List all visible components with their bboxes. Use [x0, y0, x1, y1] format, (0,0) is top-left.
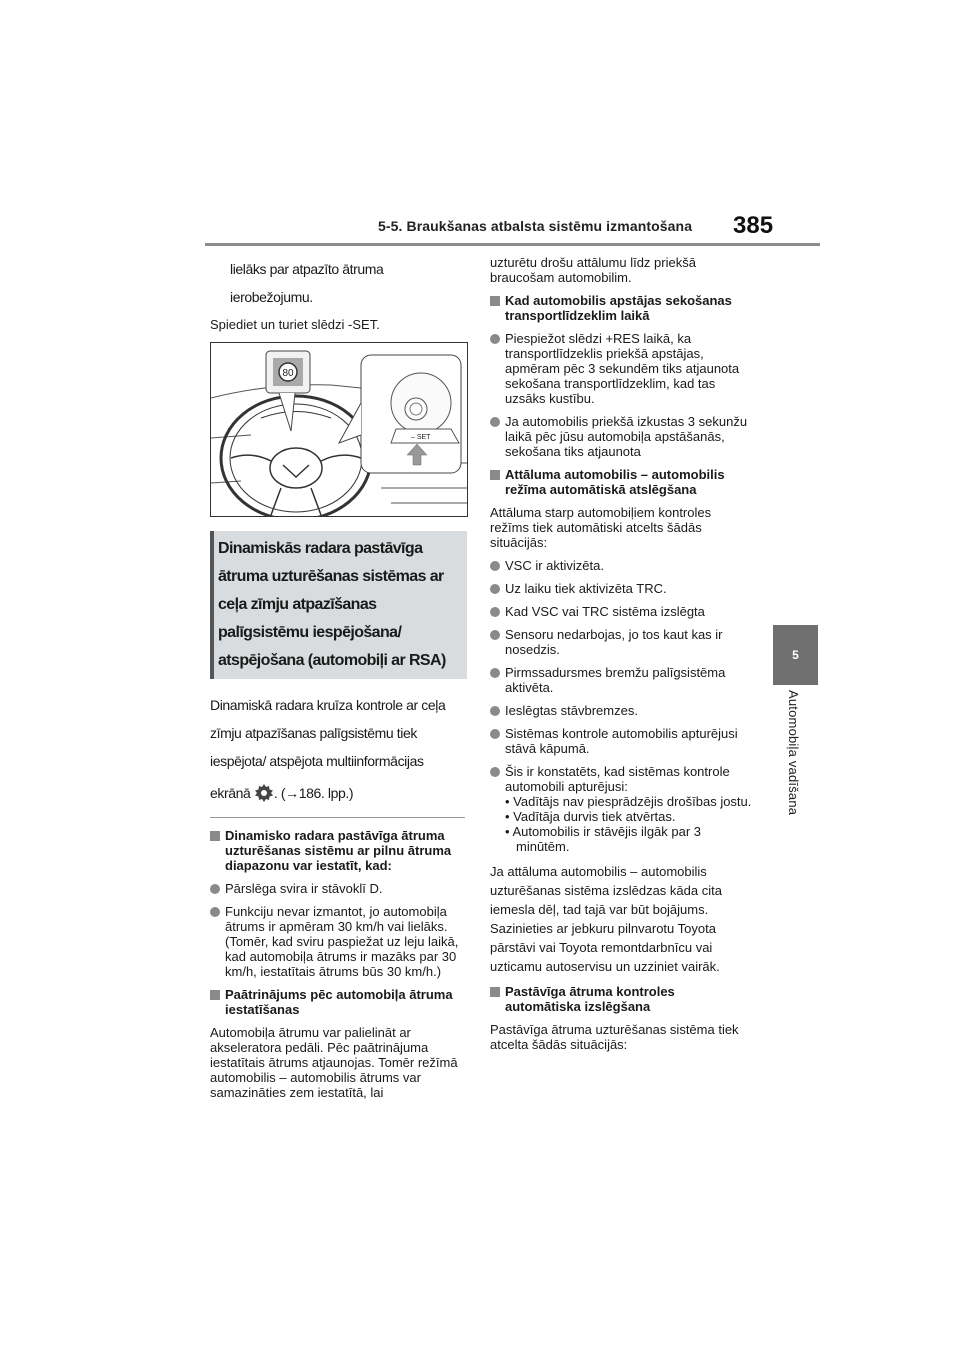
desc-line: zīmju atpazīšanas palīgsistēmu tiek [210, 725, 417, 741]
left-column [210, 255, 465, 1108]
round-bullet-icon [490, 607, 500, 617]
square-bullet-icon [490, 987, 500, 997]
round-bullet-icon [490, 668, 500, 678]
closing-line: uzticamu autoservisu un uzziniet vairāk. [490, 959, 720, 974]
sub-item: • Vadītāja durvis tiek atvērtas. [505, 809, 676, 824]
heading-line: Dinamiskās radara pastāvīga [218, 540, 423, 557]
desc-line: iespējota/ atspējota multiinformācijas [210, 753, 424, 769]
square-bullet-icon [490, 470, 500, 480]
desc-line: Dinamiskā radara kruīza kontrole ar ceļa [210, 697, 446, 713]
round-bullet-icon [490, 767, 500, 777]
body-text: uzturētu drošu attālumu līdz priekšā braucošam automobilim. [490, 255, 696, 285]
steering-wheel-illustration [211, 343, 467, 516]
section-title: Pastāvīga ātruma kontroles automātiska izslēgšana [490, 984, 752, 1014]
list-item: Šis ir konstatēts, kad sistēmas kontrole automobili apturējusi: • Vadītājs nav piesprādzējis drošības jostu. • Vadītāja durvis tiek atvērtas. • Automobilis ir stāvējis ilgāk par 3 minūtēm. [490, 764, 752, 854]
list-item: Uz laiku tiek aktivizēta TRC. [490, 581, 752, 596]
closing-line: Ja attāluma automobilis – automobilis [490, 864, 707, 879]
chapter-label: Automobiļa vadīšana [786, 690, 801, 816]
heading-line: ātruma uzturēšanas sistēmas ar [218, 568, 444, 585]
round-bullet-icon [490, 729, 500, 739]
heading-line: ceļa zīmju atpazīšanas [218, 596, 377, 613]
list-item: Pārslēga svira ir stāvoklī D. [210, 881, 465, 896]
closing-line: Sazinieties ar jebkuru pilnvarotu Toyota [490, 921, 716, 936]
intro-line: ierobežojumu. [230, 289, 313, 305]
square-bullet-icon [210, 990, 220, 1000]
gear-icon [254, 783, 274, 803]
intro-line: lielāks par atpazīto ātruma [230, 261, 384, 277]
round-bullet-icon [490, 561, 500, 571]
body-text: Automobiļa ātrumu var palielināt ar akseleratora pedāli. Pēc paātrinājuma iestatītais ātrums atjaunojas. Tomēr režīmā automobilis – automobilis ātrums var samazināties zem iestatītā, lai [210, 1025, 458, 1100]
sub-item: • Vadītājs nav piesprādzējis drošības jostu. [505, 794, 752, 809]
heading-line: palīgsistēmu iespējošana/ [218, 624, 402, 641]
square-bullet-icon [210, 831, 220, 841]
list-item: VSC ir aktivizēta. [490, 558, 752, 573]
round-bullet-icon [210, 884, 220, 894]
heading-line: atspējošana (automobiļi ar RSA) [218, 652, 446, 669]
closing-line: pārstāvi vai Toyota remontdarbnīcu vai [490, 940, 713, 955]
list-item: Piespiežot slēdzi +RES laikā, ka transportlīdzeklis priekšā apstājas, apmēram pēc 3 sekundēm tiks atjaunota sekošana transportlīdzeklim, kad tas uzsāks kustību. [490, 331, 752, 406]
steering-wheel-figure [210, 342, 468, 517]
section-heading-box [210, 531, 467, 679]
body-text: Attāluma starp automobiļiem kontroles režīms tiek automātiski atcelts šādās situācijās: [490, 505, 712, 550]
chapter-number: 5 [792, 648, 799, 662]
list-item: Ja automobilis priekšā izkustas 3 sekunžu laikā pēc jūsu automobiļa apstāšanās, sekošana tiks atjaunota [490, 414, 752, 459]
divider [210, 817, 465, 818]
round-bullet-icon [490, 584, 500, 594]
section-title: Attāluma automobilis – automobilis režīma automātiskā atslēgšana [490, 467, 752, 497]
round-bullet-icon [490, 630, 500, 640]
body-text: Pastāvīga ātruma uzturēšanas sistēma tiek atcelta šādās situācijās: [490, 1022, 739, 1052]
running-header: 5-5. Braukšanas atbalsta sistēmu izmantošana [378, 218, 693, 234]
desc-line-last: ekrānā . (→186. lpp.) [210, 785, 354, 801]
speed-sign-text: 80 [282, 368, 294, 379]
list-item: Pirmssadursmes bremžu palīgsistēma aktivēta. [490, 665, 752, 695]
section-title: Dinamisko radara pastāvīga ātruma uzturēšanas sistēmu ar pilnu ātruma diapazonu var iestatīt, kad: [210, 828, 465, 873]
list-item: Ieslēgtas stāvbremzes. [490, 703, 752, 718]
right-column [490, 255, 752, 1060]
round-bullet-icon [210, 907, 220, 917]
round-bullet-icon [490, 334, 500, 344]
chapter-tab [773, 625, 818, 685]
header-rule [205, 243, 820, 246]
sub-item: • Automobilis ir stāvējis ilgāk par 3 minūtēm. [505, 824, 702, 854]
closing-line: uzturēšanas sistēma izslēdzas kāda cita [490, 883, 722, 898]
list-item: Sensoru nedarbojas, jo tos kaut kas ir nosedzis. [490, 627, 752, 657]
page-number: 385 [733, 212, 774, 239]
list-item: Funkciju nevar izmantot, jo automobiļa ātrums ir apmēram 30 km/h vai lielāks. (Tomēr, kad sviru paspiežat uz leju laikā, kad automobiļa ātrums ir mazāks par 30 km/h, iestatītais ātrums būs 30 km/h.) [210, 904, 465, 979]
list-item: Kad VSC vai TRC sistēma izslēgta [490, 604, 752, 619]
square-bullet-icon [490, 296, 500, 306]
press-set-text: Spiediet un turiet slēdzi -SET. [210, 317, 380, 332]
section-title: Paātrinājums pēc automobiļa ātruma iestatīšanas [210, 987, 465, 1017]
section-title: Kad automobilis apstājas sekošanas transportlīdzeklim laikā [490, 293, 752, 323]
closing-line: iemesla dēļ, tad tajā var būt bojājums. [490, 902, 709, 917]
round-bullet-icon [490, 417, 500, 427]
list-item: Sistēmas kontrole automobilis apturējusi stāvā kāpumā. [490, 726, 752, 756]
round-bullet-icon [490, 706, 500, 716]
switch-label-text: – SET [411, 434, 431, 441]
